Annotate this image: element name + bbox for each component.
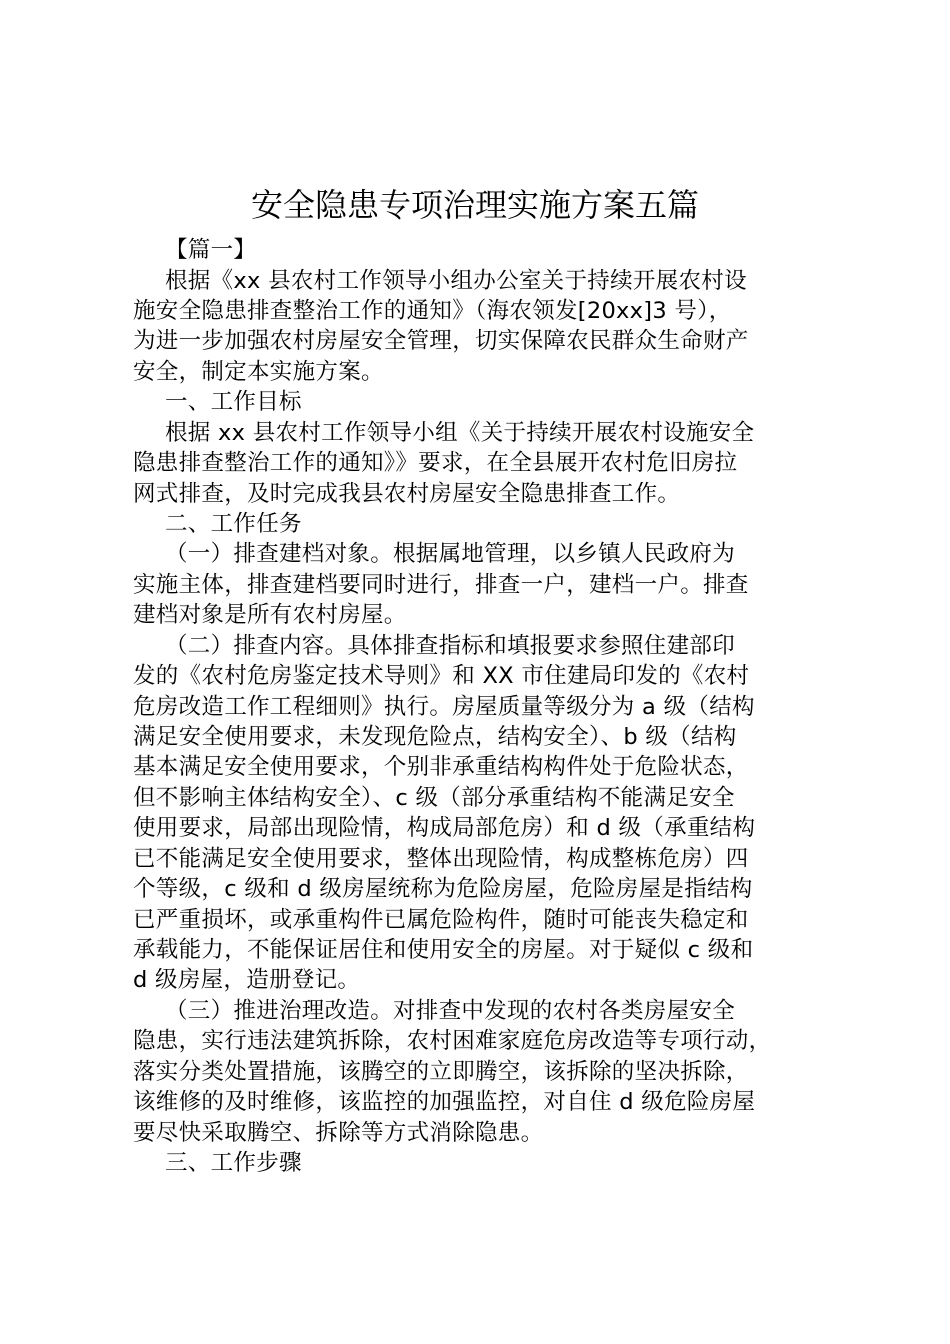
paragraph-line: 安全，制定本实施方案。 [133, 359, 384, 385]
paragraph-line: 该维修的及时维修，该监控的加强监控，对自住 d 级危险房屋 [133, 1089, 756, 1115]
paragraph-line: 已不能满足安全使用要求，整体出现险情，构成整栋危房）四 [133, 846, 749, 872]
paragraph-line: 基本满足安全使用要求，个别非承重结构构件处于危险状态， [133, 754, 749, 780]
paragraph-line: 隐患排查整治工作的通知》》要求，在全县展开农村危旧房拉 [133, 450, 738, 476]
paragraph-line: 已严重损坏，或承重构件已属危险构件，随时可能丧失稳定和 [133, 907, 749, 933]
paragraph-line: （一）排查建档对象。根据属地管理，以乡镇人民政府为 [165, 541, 736, 567]
paragraph-line: 满足安全使用要求，未发现危险点，结构安全）、b 级（结构 [133, 724, 737, 750]
paragraph-line: 但不影响主体结构安全）、c 级（部分承重结构不能满足安全 [133, 785, 735, 811]
paragraph-line: （二）排查内容。具体排查指标和填报要求参照住建部印 [165, 633, 736, 659]
paragraph-line: 要尽快采取腾空、拆除等方式消除隐患。 [133, 1120, 544, 1146]
paragraph-line: 落实分类处置措施，该腾空的立即腾空，该拆除的坚决拆除， [133, 1059, 749, 1085]
paragraph-line: 为进一步加强农村房屋安全管理，切实保障农民群众生命财产 [133, 328, 749, 354]
paragraph-line: d 级房屋，造册登记。 [133, 967, 361, 993]
paragraph-line: 根据 xx 县农村工作领导小组《关于持续开展农村设施安全 [165, 420, 755, 446]
paragraph-line: 网式排查，及时完成我县农村房屋安全隐患排查工作。 [133, 481, 681, 507]
section-heading: 三、工作步骤 [165, 1150, 302, 1176]
paragraph-line: 危房改造工作工程细则》执行。房屋质量等级分为 a 级（结构 [133, 694, 755, 720]
paragraph-line: 发的《农村危房鉴定技术导则》和 XX 市住建局印发的《农村 [133, 663, 750, 689]
section-heading: 二、工作任务 [165, 511, 302, 537]
paragraph-line: （三）推进治理改造。对排查中发现的农村各类房屋安全 [165, 998, 736, 1024]
paragraph-line: 隐患，实行违法建筑拆除，农村困难家庭危房改造等专项行动， [133, 1028, 772, 1054]
paragraph-line: 承载能力，不能保证居住和使用安全的房屋。对于疑似 c 级和 [133, 937, 754, 963]
paragraph-line: 实施主体，排查建档要同时进行，排查一户，建档一户。排查 [133, 572, 749, 598]
paragraph-line: 个等级，c 级和 d 级房屋统称为危险房屋，危险房屋是指结构 [133, 876, 753, 902]
paragraph-line: 施安全隐患排查整治工作的通知》（海农领发[20xx]3 号）， [133, 298, 732, 324]
paragraph-line: 根据《xx 县农村工作领导小组办公室关于持续开展农村设 [165, 268, 747, 294]
paragraph-line: 使用要求，局部出现险情，构成局部危房）和 d 级（承重结构 [133, 815, 756, 841]
document-title: 安全隐患专项治理实施方案五篇 [250, 186, 699, 224]
section-heading: 一、工作目标 [165, 389, 302, 415]
section-heading: 【篇一】 [165, 237, 257, 263]
paragraph-line: 建档对象是所有农村房屋。 [133, 602, 407, 628]
